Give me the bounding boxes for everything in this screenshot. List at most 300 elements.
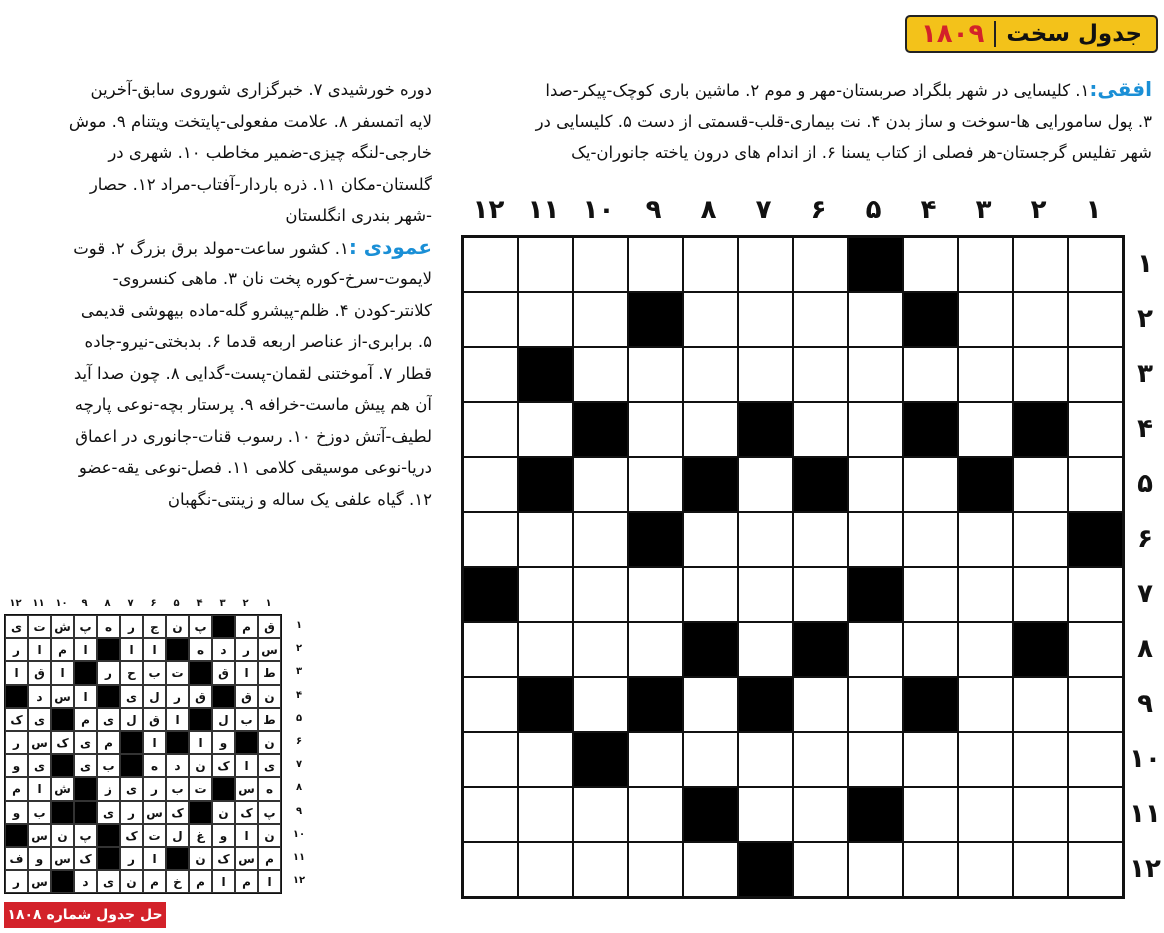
solution-black-cell	[212, 685, 235, 708]
grid-cell[interactable]	[848, 402, 903, 457]
solution-letter: ا	[143, 847, 166, 870]
solution-black-cell	[97, 824, 120, 847]
solution-letter: ه	[258, 777, 281, 800]
clue-line: آن هم پیش ماست-خرافه ۹. پرستار بچه-نوعی پارچه	[74, 395, 432, 414]
solution-black-cell	[97, 685, 120, 708]
grid-cell[interactable]	[463, 787, 518, 842]
solution-letter: ر	[120, 801, 143, 824]
solution-row-number: ۹	[295, 805, 303, 817]
solution-letter: ک	[120, 824, 143, 847]
grid-cell[interactable]	[848, 512, 903, 567]
solution-black-cell	[51, 801, 74, 824]
grid-cell[interactable]	[683, 732, 738, 787]
grid-cell[interactable]	[738, 732, 793, 787]
grid-cell[interactable]	[1013, 237, 1068, 292]
black-cell	[903, 292, 958, 347]
solution-black-cell	[74, 661, 97, 684]
grid-cell[interactable]	[793, 842, 848, 897]
solution-letter: ن	[189, 754, 212, 777]
black-cell	[518, 347, 573, 402]
grid-cell[interactable]	[463, 292, 518, 347]
solution-letter: ن	[166, 615, 189, 638]
grid-cell[interactable]	[1068, 677, 1123, 732]
solution-letter: ا	[212, 870, 235, 893]
grid-cell[interactable]	[463, 732, 518, 787]
solution-letter: ه	[97, 615, 120, 638]
solution-letter: ا	[28, 777, 51, 800]
row-number: ۱۰	[1129, 744, 1161, 774]
solution-letter: ر	[235, 638, 258, 661]
solution-column-number: ۶	[150, 598, 157, 609]
grid-cell[interactable]	[1068, 567, 1123, 622]
solution-column-number: ۸	[104, 598, 111, 609]
grid-cell[interactable]	[958, 787, 1013, 842]
solution-letter: ر	[120, 847, 143, 870]
solution-letter: س	[51, 847, 74, 870]
black-cell	[903, 677, 958, 732]
grid-cell[interactable]	[573, 567, 628, 622]
solution-letter: ز	[97, 777, 120, 800]
grid-cell[interactable]	[573, 237, 628, 292]
black-cell	[573, 732, 628, 787]
solution-row-number: ۱۱	[292, 851, 306, 863]
grid-cell[interactable]	[738, 787, 793, 842]
grid-cell[interactable]	[903, 457, 958, 512]
black-cell	[628, 677, 683, 732]
grid-cell[interactable]	[573, 457, 628, 512]
clue-line: دریا-نوعی موسیقی کلامی ۱۱. فصل-نوعی یقه-عضو	[78, 458, 432, 477]
solution-letter: ا	[235, 661, 258, 684]
solution-letter: و	[212, 824, 235, 847]
solution-letter: م	[258, 847, 281, 870]
grid-cell[interactable]	[903, 567, 958, 622]
solution-letter: م	[5, 777, 28, 800]
solution-letter: ا	[120, 638, 143, 661]
grid-cell[interactable]	[848, 732, 903, 787]
solution-letter: ا	[143, 731, 166, 754]
solution-letter: ت	[189, 777, 212, 800]
solution-row-number: ۵	[295, 712, 303, 724]
grid-cell[interactable]	[463, 237, 518, 292]
black-cell	[463, 567, 518, 622]
grid-cell[interactable]	[463, 622, 518, 677]
solution-black-cell	[189, 801, 212, 824]
solution-letter: ر	[5, 638, 28, 661]
grid-cell[interactable]	[683, 677, 738, 732]
grid-cell[interactable]	[463, 842, 518, 897]
black-cell	[848, 567, 903, 622]
grid-cell[interactable]	[1013, 457, 1068, 512]
black-cell	[628, 512, 683, 567]
solution-black-cell	[120, 754, 143, 777]
clue-text: ۱. کلیسایی در شهر بلگراد صربستان-مهر و موم ۲. ماشین باری کوچک-پیکر-صدا	[545, 81, 1090, 100]
solution-letter: د	[166, 754, 189, 777]
grid-cell[interactable]	[463, 512, 518, 567]
column-number: ۱۰	[582, 195, 615, 225]
solution-column-number: ۷	[127, 598, 134, 609]
grid-cell[interactable]	[958, 347, 1013, 402]
solution-letter: س	[258, 638, 281, 661]
grid-cell[interactable]	[903, 622, 958, 677]
grid-cell[interactable]	[518, 402, 573, 457]
solution-letter: ب	[28, 801, 51, 824]
solution-row-numbers	[288, 614, 310, 892]
solution-black-cell	[51, 754, 74, 777]
black-cell	[573, 402, 628, 457]
grid-cell[interactable]	[958, 402, 1013, 457]
grid-cell[interactable]	[848, 622, 903, 677]
solution-letter: س	[235, 777, 258, 800]
solution-letter: د	[212, 638, 235, 661]
grid-cell[interactable]	[463, 402, 518, 457]
grid-cell[interactable]	[1013, 732, 1068, 787]
grid-cell[interactable]	[1068, 732, 1123, 787]
grid-cell[interactable]	[1068, 457, 1123, 512]
grid-cell[interactable]	[958, 622, 1013, 677]
grid-cell[interactable]	[848, 292, 903, 347]
solution-black-cell	[97, 638, 120, 661]
clue-line: ۵. برابری-از عناصر اربعه قدما ۶. بدبختی-نیرو-جاده	[84, 332, 432, 351]
solution-letter: ب	[166, 777, 189, 800]
grid-cell[interactable]	[518, 732, 573, 787]
grid-cell[interactable]	[463, 347, 518, 402]
row-number: ۵	[1137, 469, 1153, 499]
grid-cell[interactable]	[573, 677, 628, 732]
solution-column-number: ۵	[173, 598, 180, 609]
grid-cell[interactable]	[958, 732, 1013, 787]
solution-letter: ر	[5, 731, 28, 754]
grid-cell[interactable]	[518, 512, 573, 567]
grid-cell[interactable]	[1068, 402, 1123, 457]
grid-cell[interactable]	[958, 567, 1013, 622]
grid-cell[interactable]	[793, 402, 848, 457]
solution-black-cell	[5, 685, 28, 708]
solution-row-number: ۱۲	[292, 875, 306, 887]
solution-letter: م	[189, 870, 212, 893]
black-cell	[683, 787, 738, 842]
grid-cell[interactable]	[738, 622, 793, 677]
solution-letter: ی	[97, 870, 120, 893]
solution-letter: پ	[74, 824, 97, 847]
grid-cell[interactable]	[903, 732, 958, 787]
clue-line: کلانتر-کودن ۴. ظلم-پیشرو گله-ماده بیهوشی قدیمی	[80, 300, 432, 320]
solution-letter: ی	[97, 708, 120, 731]
column-number: ۳	[975, 195, 992, 225]
grid-cell[interactable]	[628, 787, 683, 842]
solution-row-number: ۴	[295, 689, 303, 701]
grid-cell[interactable]	[573, 787, 628, 842]
solution-row-number: ۳	[295, 666, 303, 678]
black-cell	[518, 457, 573, 512]
grid-cell[interactable]	[683, 292, 738, 347]
grid-cell[interactable]	[1068, 842, 1123, 897]
grid-cell[interactable]	[738, 457, 793, 512]
grid-cell[interactable]	[793, 567, 848, 622]
solution-black-cell	[166, 638, 189, 661]
solution-letter: و	[28, 847, 51, 870]
solution-letter: ا	[235, 754, 258, 777]
grid-cell[interactable]	[848, 677, 903, 732]
grid-cell[interactable]	[683, 237, 738, 292]
solution-letter: ک	[5, 708, 28, 731]
grid-cell[interactable]	[573, 292, 628, 347]
black-cell	[683, 457, 738, 512]
solution-letter: ی	[120, 777, 143, 800]
solution-letter: ن	[51, 824, 74, 847]
grid-cell[interactable]	[573, 512, 628, 567]
solution-letter: ا	[258, 870, 281, 893]
grid-cell[interactable]	[573, 842, 628, 897]
solution-black-cell	[97, 847, 120, 870]
black-cell	[1013, 402, 1068, 457]
grid-cell[interactable]	[793, 292, 848, 347]
grid-cell[interactable]	[958, 512, 1013, 567]
column-numbers	[461, 193, 1121, 227]
solution-letter: ن	[212, 801, 235, 824]
solution-letter: ا	[143, 638, 166, 661]
solution-letter: ن	[258, 685, 281, 708]
clue-line	[8, 232, 432, 264]
black-cell	[738, 402, 793, 457]
grid-cell[interactable]	[628, 622, 683, 677]
solution-letter: پ	[258, 801, 281, 824]
grid-cell[interactable]	[1013, 567, 1068, 622]
column-number: ۲	[1030, 195, 1047, 225]
black-cell	[848, 787, 903, 842]
solution-letter: ی	[5, 615, 28, 638]
column-number: ۶	[810, 195, 827, 225]
clue-line: ۱۲. گیاه علفی یک ساله و زینتی-نگهبان	[167, 489, 432, 509]
grid-cell[interactable]	[848, 347, 903, 402]
solution-letter: س	[235, 847, 258, 870]
grid-cell[interactable]	[573, 622, 628, 677]
grid-cell[interactable]	[958, 237, 1013, 292]
vertical-label: عمودی :	[348, 234, 432, 259]
grid-cell[interactable]	[1068, 787, 1123, 842]
row-number: ۱۲	[1129, 854, 1161, 884]
solution-letter: ل	[212, 708, 235, 731]
solution-black-cell	[189, 708, 212, 731]
grid-cell[interactable]	[848, 457, 903, 512]
grid-cell[interactable]	[738, 567, 793, 622]
puzzle-title: جدول سخت	[1006, 21, 1143, 47]
grid-cell[interactable]	[1068, 237, 1123, 292]
grid-cell[interactable]	[738, 292, 793, 347]
grid-cell[interactable]	[903, 347, 958, 402]
column-number: ۵	[865, 195, 882, 225]
grid-cell[interactable]	[683, 402, 738, 457]
row-number: ۲	[1137, 304, 1153, 334]
grid-cell[interactable]	[683, 842, 738, 897]
grid-cell[interactable]	[1068, 622, 1123, 677]
grid-cell[interactable]	[1068, 347, 1123, 402]
solution-letter: ا	[189, 731, 212, 754]
solution-letter: ط	[258, 661, 281, 684]
solution-black-cell	[74, 777, 97, 800]
grid-cell[interactable]	[518, 237, 573, 292]
grid-cell[interactable]	[903, 512, 958, 567]
grid-cell[interactable]	[628, 567, 683, 622]
solution-letter: ق	[258, 615, 281, 638]
solution-column-number: ۱	[265, 598, 272, 609]
grid-cell[interactable]	[628, 347, 683, 402]
grid-cell[interactable]	[628, 457, 683, 512]
grid-cell[interactable]	[903, 842, 958, 897]
solution-letter: س	[143, 801, 166, 824]
grid-cell[interactable]	[793, 677, 848, 732]
solution-letter: س	[28, 731, 51, 754]
solution-letter: ا	[74, 685, 97, 708]
row-number: ۳	[1137, 359, 1153, 389]
solution-letter: ل	[120, 708, 143, 731]
grid-cell[interactable]	[793, 237, 848, 292]
grid-cell[interactable]	[958, 677, 1013, 732]
solution-letter: ن	[258, 824, 281, 847]
grid-cell[interactable]	[738, 347, 793, 402]
column-number: ۸	[700, 195, 717, 225]
grid-cell[interactable]	[903, 787, 958, 842]
grid-cell[interactable]	[958, 292, 1013, 347]
clue-line: دوره خورشیدی ۷. خبرگزاری شوروی سابق-آخرین	[90, 80, 432, 99]
solution-letter: ی	[258, 754, 281, 777]
solution-row-number: ۱	[295, 620, 303, 631]
grid-cell[interactable]	[738, 512, 793, 567]
grid-cell[interactable]	[958, 842, 1013, 897]
black-cell	[1013, 622, 1068, 677]
black-cell	[518, 677, 573, 732]
column-number: ۴	[920, 195, 937, 225]
solution-black-cell	[51, 870, 74, 893]
solution-letter: ق	[212, 661, 235, 684]
solution-letter: ب	[143, 661, 166, 684]
grid-cell[interactable]	[683, 512, 738, 567]
solution-column-number: ۱۱	[32, 598, 45, 609]
solution-letter: ک	[51, 731, 74, 754]
clue-line: لطیف-آتش دوزخ ۱۰. رسوب قنات-جانوری در اعماق	[75, 426, 432, 446]
solution-black-cell	[235, 731, 258, 754]
grid-cell[interactable]	[793, 787, 848, 842]
solution-letter: ق	[189, 685, 212, 708]
grid-cell[interactable]	[738, 237, 793, 292]
solution-caption: حل جدول شماره ۱۸۰۸	[4, 902, 166, 928]
grid-cell[interactable]	[1013, 512, 1068, 567]
solution-column-number: ۲	[242, 598, 249, 609]
grid-cell[interactable]	[628, 402, 683, 457]
solution-letter: ن	[189, 847, 212, 870]
solution-letter: ی	[97, 801, 120, 824]
solution-letter: ط	[258, 708, 281, 731]
solution-row-number: ۸	[295, 782, 303, 794]
solution-black-cell	[166, 731, 189, 754]
column-number: ۱	[1085, 195, 1102, 225]
solution-letter: ی	[28, 754, 51, 777]
grid-cell[interactable]	[1013, 787, 1068, 842]
grid-cell[interactable]	[628, 842, 683, 897]
grid-cell[interactable]	[1013, 292, 1068, 347]
black-cell	[903, 402, 958, 457]
grid-cell[interactable]	[848, 842, 903, 897]
solution-letter: ق	[28, 661, 51, 684]
column-number: ۱۱	[527, 195, 560, 225]
clue-line: قطار ۷. آموختنی لقمان-پست-گدایی ۸. چون صدا آید	[73, 363, 432, 383]
black-cell	[1068, 512, 1123, 567]
solution-column-number: ۱۲	[9, 598, 22, 609]
grid-cell[interactable]	[1068, 292, 1123, 347]
grid-cell[interactable]	[628, 237, 683, 292]
solution-letter: خ	[166, 870, 189, 893]
row-number: ۱۱	[1129, 799, 1161, 829]
grid-cell[interactable]	[793, 347, 848, 402]
solution-black-cell	[212, 615, 235, 638]
grid-cell[interactable]	[793, 732, 848, 787]
solution-letter: ک	[235, 801, 258, 824]
clue-text: ۱. کشور ساعت-مولد برق بزرگ ۲. قوت	[73, 238, 349, 258]
solution-letter: م	[143, 870, 166, 893]
grid-cell[interactable]	[683, 567, 738, 622]
solution-letter: ق	[143, 708, 166, 731]
solution-letter: ا	[235, 824, 258, 847]
grid-cell[interactable]	[1013, 677, 1068, 732]
solution-letter: ن	[120, 870, 143, 893]
grid-cell[interactable]	[518, 567, 573, 622]
solution-letter: پ	[189, 615, 212, 638]
solution-letter: ج	[143, 615, 166, 638]
grid-cell[interactable]	[463, 457, 518, 512]
grid-cell[interactable]	[463, 677, 518, 732]
solution-letter: ک	[212, 754, 235, 777]
solution-letter: ر	[5, 870, 28, 893]
clue-line: لایموت-سرخ-کوره پخت نان ۳. ماهی کنسروی-	[112, 269, 432, 288]
row-number: ۸	[1137, 634, 1153, 664]
grid-cell[interactable]	[518, 292, 573, 347]
clue-line: خارجی-لنگه چیزی-ضمیر مخاطب ۱۰. شهری در	[108, 143, 432, 162]
solution-letter: و	[5, 801, 28, 824]
grid-cell[interactable]	[628, 732, 683, 787]
clues-continuation-block	[8, 74, 432, 515]
solution-row-number: ۷	[295, 759, 303, 771]
grid-cell[interactable]	[518, 787, 573, 842]
solution-letter: ش	[51, 777, 74, 800]
grid-cell[interactable]	[683, 347, 738, 402]
grid-cell[interactable]	[1013, 347, 1068, 402]
clue-line: شهر تفلیس گرجستان-هر فصلی از کتاب یسنا ۶. از اندام های درون یاخته جانوران-یک	[571, 143, 1152, 162]
solution-letter: م	[51, 638, 74, 661]
solution-letter: و	[5, 754, 28, 777]
grid-cell[interactable]	[793, 512, 848, 567]
solution-letter: ا	[5, 661, 28, 684]
solution-letter: د	[74, 870, 97, 893]
grid-cell[interactable]	[1013, 842, 1068, 897]
solution-black-cell	[166, 847, 189, 870]
black-cell	[848, 237, 903, 292]
column-number: ۷	[755, 195, 772, 225]
solution-letter: ه	[143, 754, 166, 777]
black-cell	[958, 457, 1013, 512]
clue-line: لایه اتمسفر ۸. علامت مفعولی-پایتخت ویتنام ۹. موش	[68, 111, 432, 131]
horizontal-label: افقی:	[1089, 77, 1152, 101]
row-number: ۶	[1137, 524, 1153, 554]
solution-black-cell	[74, 801, 97, 824]
grid-cell[interactable]	[573, 347, 628, 402]
grid-cell[interactable]	[518, 622, 573, 677]
grid-cell[interactable]	[518, 842, 573, 897]
grid-cell[interactable]	[903, 237, 958, 292]
row-number: ۴	[1137, 414, 1153, 444]
clue-line: گلستان-مکان ۱۱. ذره باردار-آفتاب-مراد ۱۲. حصار	[89, 174, 432, 194]
solution-column-number: ۱۰	[55, 598, 68, 609]
solution-letter: س	[28, 824, 51, 847]
solution-column-number: ۳	[219, 598, 226, 609]
